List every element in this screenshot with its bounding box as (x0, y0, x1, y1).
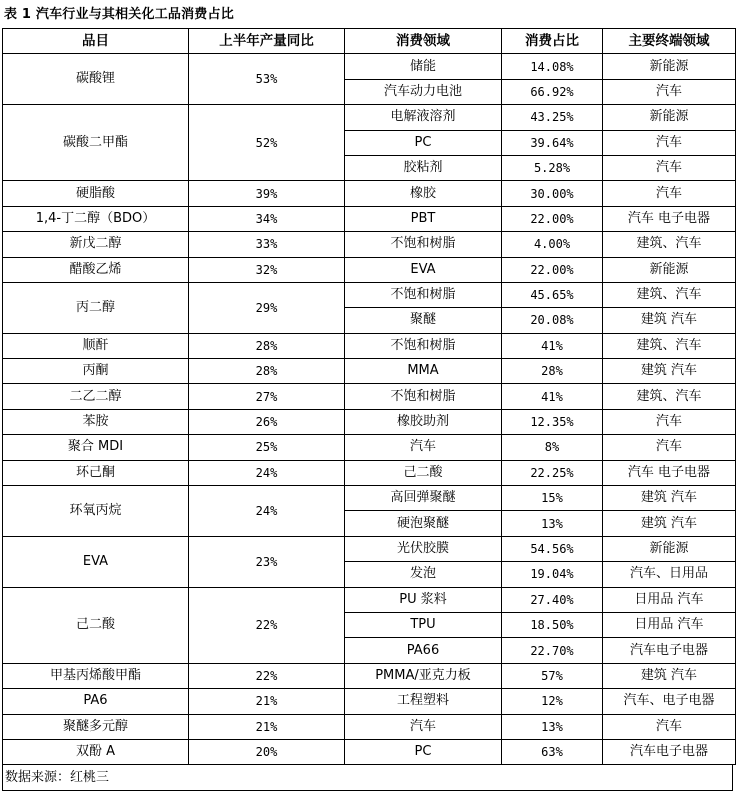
product-cell: 顺酐 (3, 333, 189, 358)
terminal-cell: 建筑 汽车 (603, 308, 736, 333)
table-row (3, 536, 736, 561)
product-cell: 环己酮 (3, 460, 189, 485)
field-cell: 汽车 (345, 435, 502, 460)
product-cell: 双酚 A (3, 739, 189, 764)
field-cell: 己二酸 (345, 460, 502, 485)
field-cell: PU 浆料 (345, 587, 502, 612)
product-cell: 醋酸乙烯 (3, 257, 189, 282)
share-cell: 39.64% (502, 130, 603, 155)
table-row (3, 739, 736, 764)
terminal-cell: 汽车 (603, 130, 736, 155)
table-row (3, 333, 736, 358)
share-cell: 12% (502, 689, 603, 714)
field-cell: 工程塑料 (345, 689, 502, 714)
field-cell: 橡胶助剂 (345, 409, 502, 434)
yoy-cell: 53% (189, 54, 345, 105)
terminal-cell: 建筑 汽车 (603, 359, 736, 384)
table-row (3, 105, 736, 130)
yoy-cell: 39% (189, 181, 345, 206)
yoy-cell: 20% (189, 739, 345, 764)
terminal-cell: 汽车、日用品 (603, 562, 736, 587)
terminal-cell: 建筑 汽车 (603, 511, 736, 536)
share-cell: 20.08% (502, 308, 603, 333)
field-cell: 发泡 (345, 562, 502, 587)
product-cell: 己二酸 (3, 587, 189, 663)
product-cell: 苯胺 (3, 409, 189, 434)
field-cell: 汽车动力电池 (345, 79, 502, 104)
field-cell: 不饱和树脂 (345, 232, 502, 257)
table-row (3, 435, 736, 460)
table-row (3, 587, 736, 612)
product-cell: 丙酮 (3, 359, 189, 384)
share-cell: 12.35% (502, 409, 603, 434)
share-cell: 22.25% (502, 460, 603, 485)
field-cell: 橡胶 (345, 181, 502, 206)
consumption-table (2, 28, 736, 765)
share-cell: 4.00% (502, 232, 603, 257)
table-row (3, 663, 736, 688)
product-cell: 碳酸二甲酯 (3, 105, 189, 181)
table-row (3, 181, 736, 206)
share-cell: 19.04% (502, 562, 603, 587)
product-cell: 聚醚多元醇 (3, 714, 189, 739)
yoy-cell: 23% (189, 536, 345, 587)
yoy-cell: 21% (189, 714, 345, 739)
terminal-cell: 汽车 (603, 409, 736, 434)
terminal-cell: 汽车电子电器 (603, 638, 736, 663)
yoy-cell: 34% (189, 206, 345, 231)
field-cell: MMA (345, 359, 502, 384)
table-row (3, 232, 736, 257)
table-row (3, 714, 736, 739)
table-row (3, 359, 736, 384)
terminal-cell: 建筑 汽车 (603, 486, 736, 511)
yoy-cell: 21% (189, 689, 345, 714)
yoy-cell: 29% (189, 282, 345, 333)
product-cell: 二乙二醇 (3, 384, 189, 409)
terminal-cell: 建筑、汽车 (603, 384, 736, 409)
field-cell: PC (345, 130, 502, 155)
table-row (3, 460, 736, 485)
field-cell: PMMA/亚克力板 (345, 663, 502, 688)
product-cell: PA6 (3, 689, 189, 714)
terminal-cell: 汽车 (603, 714, 736, 739)
terminal-cell: 建筑、汽车 (603, 232, 736, 257)
share-cell: 8% (502, 435, 603, 460)
header-row (3, 29, 736, 54)
field-cell: 硬泡聚醚 (345, 511, 502, 536)
share-cell: 66.92% (502, 79, 603, 104)
terminal-cell: 汽车 (603, 79, 736, 104)
share-cell: 54.56% (502, 536, 603, 561)
field-cell: 汽车 (345, 714, 502, 739)
table-row (3, 486, 736, 511)
yoy-cell: 22% (189, 587, 345, 663)
header-product: 品目 (3, 29, 189, 54)
header-yoy: 上半年产量同比 (189, 29, 345, 54)
terminal-cell: 汽车 电子电器 (603, 460, 736, 485)
share-cell: 15% (502, 486, 603, 511)
table-row (3, 689, 736, 714)
share-cell: 41% (502, 384, 603, 409)
terminal-cell: 新能源 (603, 257, 736, 282)
share-cell: 22.00% (502, 206, 603, 231)
terminal-cell: 新能源 (603, 105, 736, 130)
field-cell: 不饱和树脂 (345, 333, 502, 358)
product-cell: 硬脂酸 (3, 181, 189, 206)
field-cell: 不饱和树脂 (345, 384, 502, 409)
share-cell: 30.00% (502, 181, 603, 206)
field-cell: 储能 (345, 54, 502, 79)
yoy-cell: 25% (189, 435, 345, 460)
share-cell: 22.00% (502, 257, 603, 282)
share-cell: 57% (502, 663, 603, 688)
field-cell: 光伏胶膜 (345, 536, 502, 561)
product-cell: EVA (3, 536, 189, 587)
terminal-cell: 汽车 (603, 435, 736, 460)
yoy-cell: 24% (189, 486, 345, 537)
share-cell: 28% (502, 359, 603, 384)
table-row (3, 54, 736, 79)
field-cell: TPU (345, 612, 502, 637)
share-cell: 13% (502, 714, 603, 739)
yoy-cell: 32% (189, 257, 345, 282)
yoy-cell: 26% (189, 409, 345, 434)
terminal-cell: 日用品 汽车 (603, 612, 736, 637)
share-cell: 5.28% (502, 155, 603, 180)
header-field: 消费领域 (345, 29, 502, 54)
header-terminal: 主要终端领域 (603, 29, 736, 54)
product-cell: 聚合 MDI (3, 435, 189, 460)
share-cell: 45.65% (502, 282, 603, 307)
product-cell: 新戊二醇 (3, 232, 189, 257)
table-body (3, 54, 736, 765)
terminal-cell: 新能源 (603, 536, 736, 561)
terminal-cell: 汽车 电子电器 (603, 206, 736, 231)
field-cell: 电解液溶剂 (345, 105, 502, 130)
terminal-cell: 汽车、电子电器 (603, 689, 736, 714)
terminal-cell: 建筑 汽车 (603, 663, 736, 688)
share-cell: 18.50% (502, 612, 603, 637)
field-cell: 胶粘剂 (345, 155, 502, 180)
table-row (3, 409, 736, 434)
field-cell: 不饱和树脂 (345, 282, 502, 307)
share-cell: 63% (502, 739, 603, 764)
header-share: 消费占比 (502, 29, 603, 54)
terminal-cell: 汽车电子电器 (603, 739, 736, 764)
field-cell: PBT (345, 206, 502, 231)
field-cell: 高回弹聚醚 (345, 486, 502, 511)
product-cell: 碳酸锂 (3, 54, 189, 105)
yoy-cell: 28% (189, 333, 345, 358)
table-row (3, 257, 736, 282)
share-cell: 22.70% (502, 638, 603, 663)
data-source-note: 数据来源：红桃三 (2, 765, 733, 791)
field-cell: 聚醚 (345, 308, 502, 333)
share-cell: 27.40% (502, 587, 603, 612)
yoy-cell: 28% (189, 359, 345, 384)
product-cell: 丙二醇 (3, 282, 189, 333)
share-cell: 14.08% (502, 54, 603, 79)
terminal-cell: 建筑、汽车 (603, 333, 736, 358)
yoy-cell: 33% (189, 232, 345, 257)
share-cell: 43.25% (502, 105, 603, 130)
terminal-cell: 建筑、汽车 (603, 282, 736, 307)
yoy-cell: 24% (189, 460, 345, 485)
product-cell: 环氧丙烷 (3, 486, 189, 537)
terminal-cell: 汽车 (603, 155, 736, 180)
terminal-cell: 新能源 (603, 54, 736, 79)
yoy-cell: 22% (189, 663, 345, 688)
product-cell: 1,4-丁二醇（BDO） (3, 206, 189, 231)
table-caption: 表 1 汽车行业与其相关化工品消费占比 (4, 7, 234, 22)
field-cell: PC (345, 739, 502, 764)
table-row (3, 384, 736, 409)
field-cell: PA66 (345, 638, 502, 663)
yoy-cell: 52% (189, 105, 345, 181)
field-cell: EVA (345, 257, 502, 282)
terminal-cell: 汽车 (603, 181, 736, 206)
product-cell: 甲基丙烯酸甲酯 (3, 663, 189, 688)
yoy-cell: 27% (189, 384, 345, 409)
share-cell: 41% (502, 333, 603, 358)
table-row (3, 206, 736, 231)
terminal-cell: 日用品 汽车 (603, 587, 736, 612)
table-row (3, 282, 736, 307)
share-cell: 13% (502, 511, 603, 536)
